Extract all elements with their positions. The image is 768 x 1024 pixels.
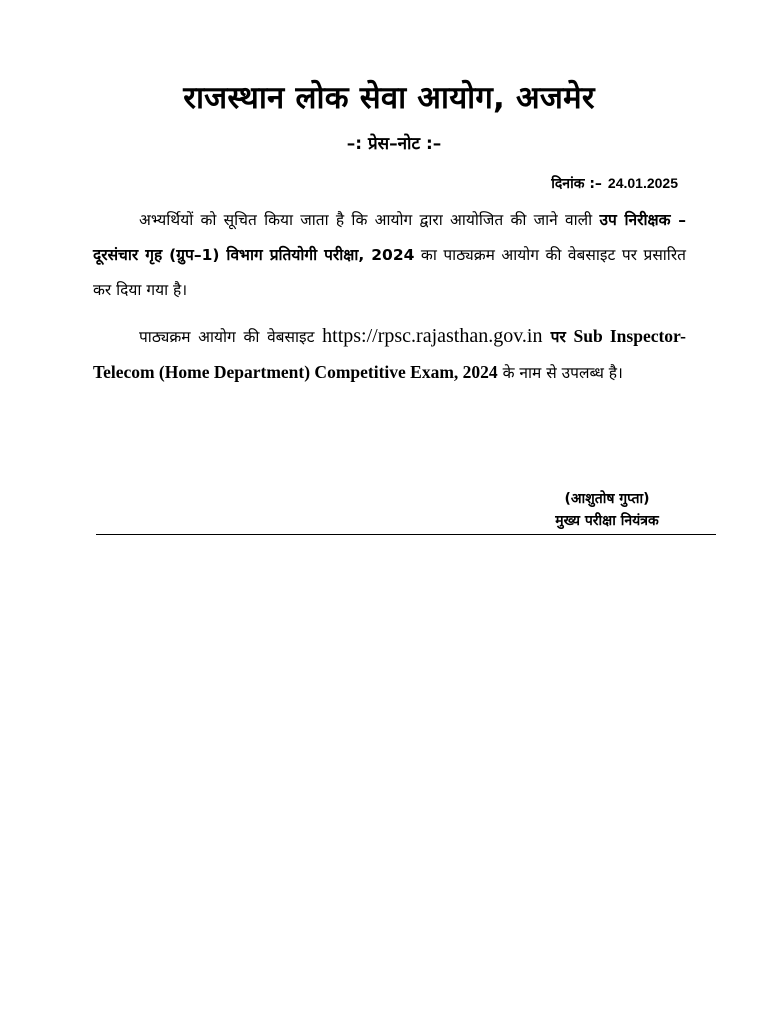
paragraph-2-par: पर	[542, 328, 566, 346]
paragraph-2-text-b: के नाम से उपलब्ध है।	[497, 364, 623, 382]
exam-name-hindi: उप निरीक्षक – दूरसंचार गृह (ग्रुप–1) विभाग प्रतियोगी परीक्षा, 2024	[93, 211, 686, 264]
signatory-designation: मुख्य परीक्षा नियंत्रक	[555, 513, 659, 529]
page-subtitle: –: प्रेस–नोट :–	[346, 134, 442, 154]
paragraph-1-text-a: अभ्यर्थियों को सूचित किया जाता है कि आयोग द्वारा आयोजित की जाने वाली	[139, 211, 600, 229]
exam-name-english: Sub Inspector- Telecom (Home Department) Competitive Exam, 2024	[93, 326, 687, 382]
page-title: राजस्थान लोक सेवा आयोग, अजमेर	[183, 80, 595, 116]
signatory-name: (आशुतोष गुप्ता)	[564, 491, 650, 507]
paragraph-1-text-b: का पाठ्यक्रम आयोग की वेबसाइट पर प्रसारित कर दिया गया है।	[93, 246, 686, 299]
date-value: 24.01.2025	[607, 175, 678, 191]
signature-block	[512, 488, 702, 532]
date-line	[551, 174, 678, 193]
website-link[interactable]: https://rpsc.rajasthan.gov.in	[322, 325, 543, 347]
paragraph-1	[93, 203, 686, 308]
horizontal-divider	[96, 534, 716, 535]
date-label: दिनांक :–	[551, 176, 602, 192]
paragraph-2	[93, 319, 686, 391]
paragraph-2-text-a: पाठ्यक्रम आयोग की वेबसाइट	[139, 328, 323, 346]
